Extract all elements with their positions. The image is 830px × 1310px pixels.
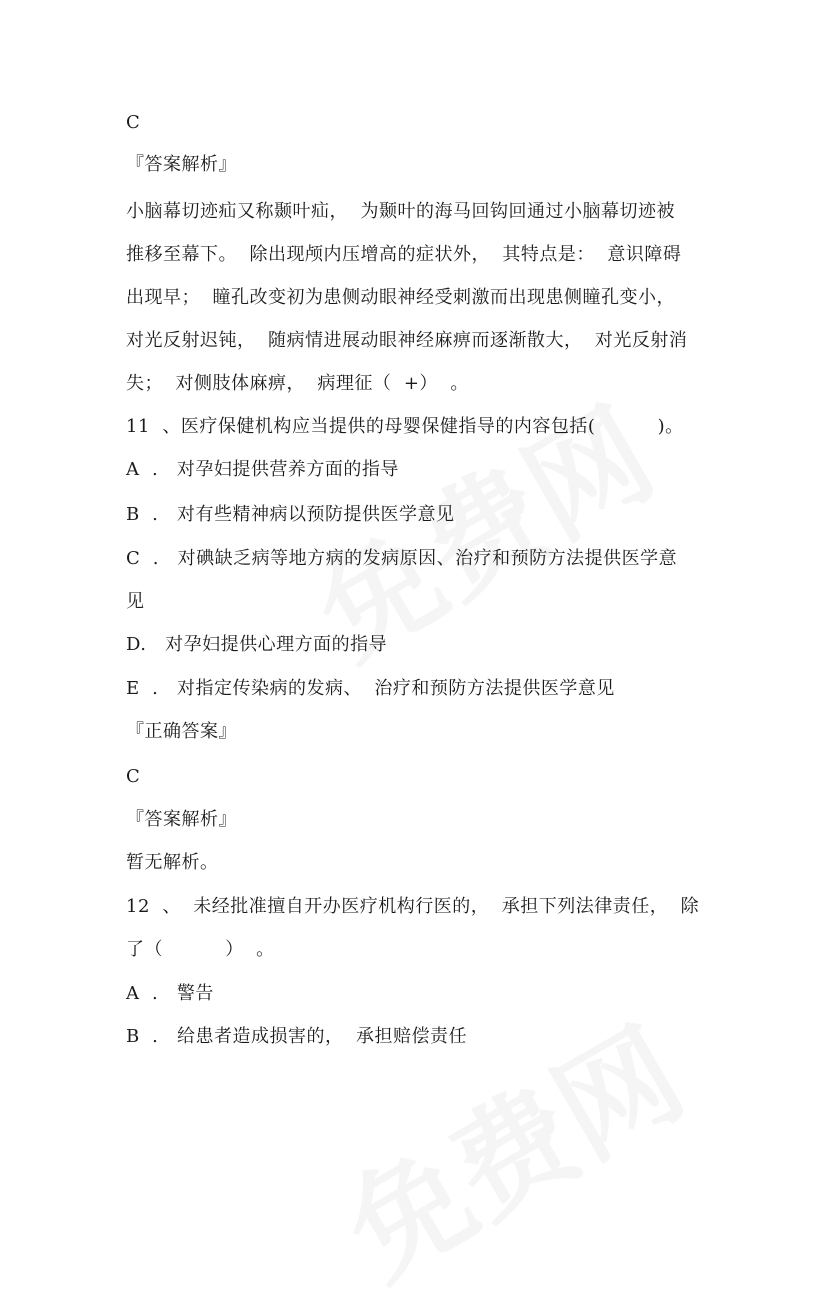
section-heading-answer-analysis: 『答案解析』 [126, 154, 237, 175]
section-heading-answer-analysis: 『答案解析』 [126, 809, 237, 830]
analysis-text-line: 出现早； 瞳孔改变初为患侧动眼神经受刺激而出现患侧瞳孔变小， [126, 287, 675, 308]
question-12: 12 、 未经批准擅自开办医疗机构行医的， 承担下列法律责任， 除 [126, 896, 700, 917]
analysis-text-line: 推移至幕下。 除出现颅内压增高的症状外， 其特点是： 意识障碍 [126, 244, 682, 265]
option-e: E . 对指定传染病的发病、 治疗和预防方法提供医学意见 [126, 678, 615, 699]
answer-letter: C [126, 766, 141, 787]
option-c: C . 对碘缺乏病等地方病的发病原因、治疗和预防方法提供医学意 [126, 548, 678, 569]
answer-letter: C [126, 112, 141, 133]
analysis-text-line: 失； 对侧肢体麻痹， 病理征（ +） 。 [126, 373, 469, 394]
analysis-text-line: 小脑幕切迹疝又称颞叶疝， 为颞叶的海马回钩回通过小脑幕切迹被 [126, 201, 675, 222]
section-heading-correct-answer: 『正确答案』 [126, 721, 237, 742]
option-a: A . 对孕妇提供营养方面的指导 [126, 459, 399, 480]
question-12-continued: 了（ ） 。 [126, 939, 275, 960]
option-c-continued: 见 [126, 591, 145, 612]
option-b: B . 给患者造成损害的， 承担赔偿责任 [126, 1026, 467, 1047]
option-b: B . 对有些精神病以预防提供医学意见 [126, 504, 455, 525]
option-a: A . 警告 [126, 983, 214, 1004]
question-11: 11 、医疗保健机构应当提供的母婴保健指导的内容包括( )。 [126, 416, 684, 437]
analysis-text-line: 暂无解析。 [126, 852, 219, 873]
option-d: D. 对孕妇提供心理方面的指导 [126, 634, 388, 655]
analysis-text-line: 对光反射迟钝， 随病情进展动眼神经麻痹而逐渐散大， 对光反射消 [126, 330, 688, 351]
